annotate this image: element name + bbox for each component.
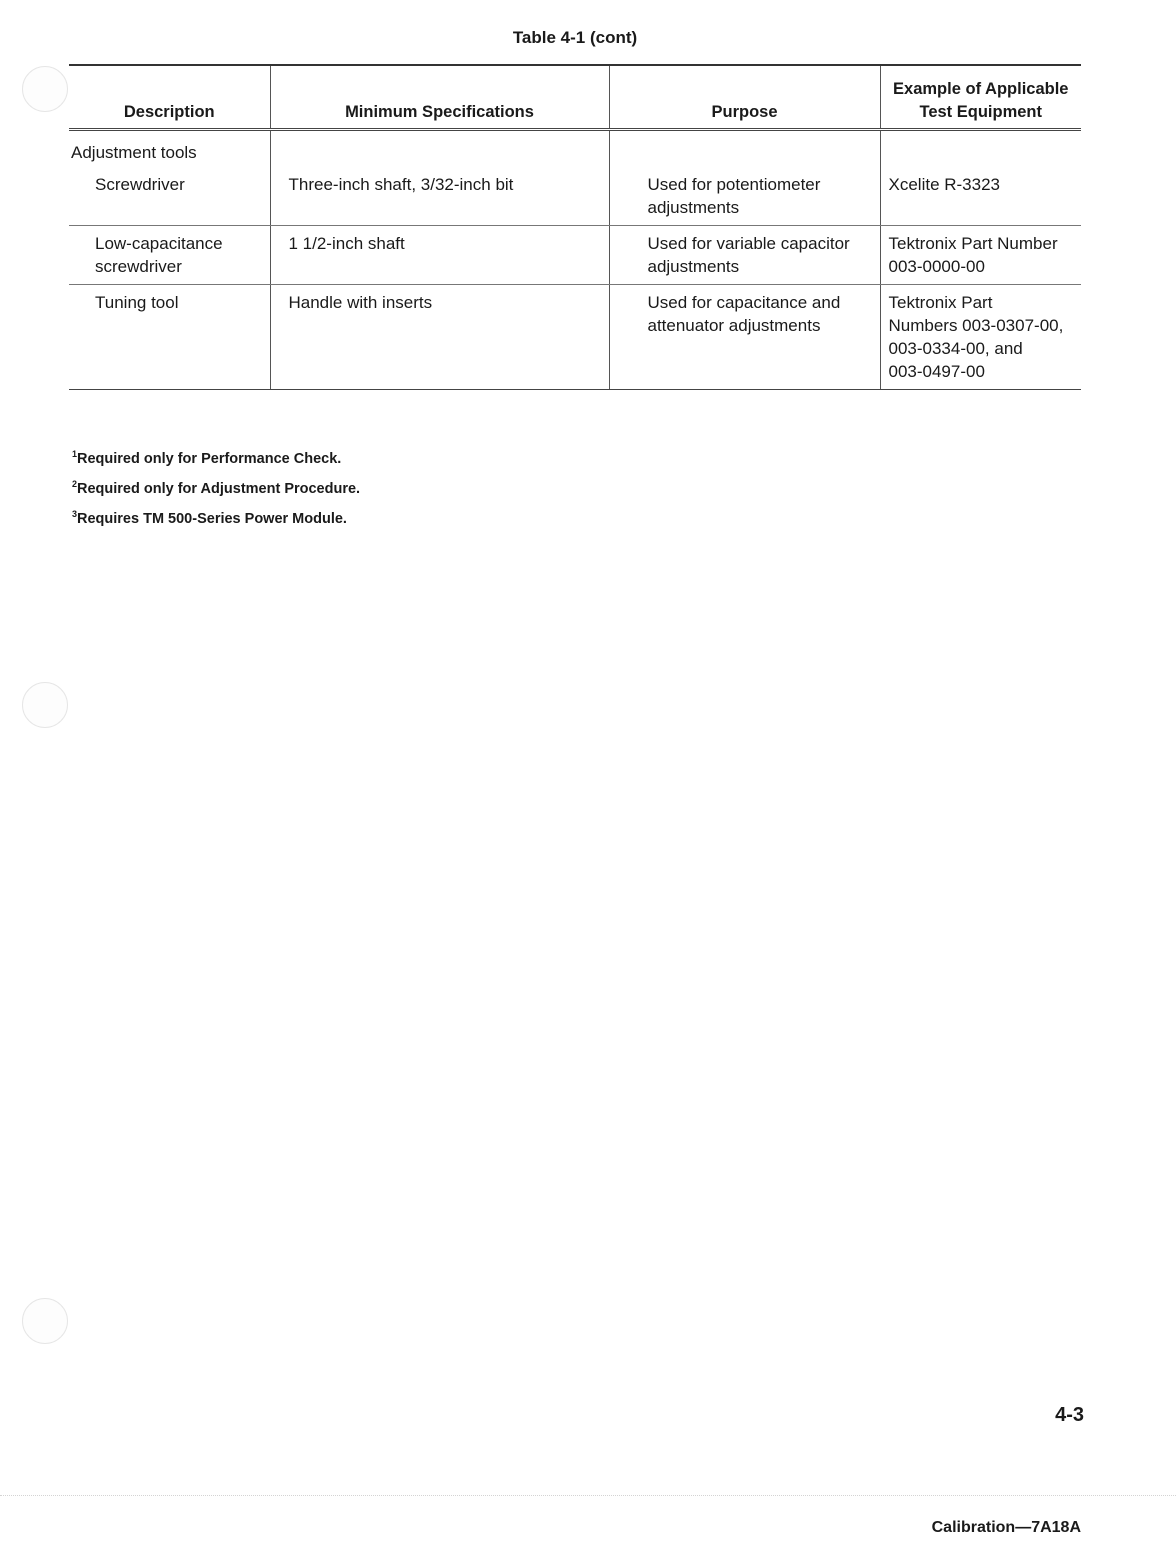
footnotes [72,444,360,534]
row-specification: 1 1/2-inch shaft [270,226,609,285]
row-description [69,167,270,226]
footnote-text: Required only for Adjustment Procedure. [77,481,361,497]
page-number: 4-3 [1055,1404,1084,1426]
footnote-text: Requires TM 500-Series Power Module. [77,511,347,527]
footnote [72,444,360,474]
row-example-line: Tektronix Part Number [888,234,1058,253]
row-description-line: Low-capacitance [95,234,223,253]
footnote-marker: 3 [72,509,78,519]
row-specification: Three-inch shaft, 3/32-inch bit [270,167,609,226]
row-example-line: Numbers 003-0307-00, [888,316,1064,335]
table-row [69,285,1081,390]
row-example [880,226,1081,285]
header-example-equipment [880,65,1081,130]
table-title: Table 4-1 (cont) [512,28,638,47]
table-row [69,167,1081,226]
header-example-line1: Example of Applicable [893,80,1069,98]
row-example-line: 003-0000-00 [888,257,985,276]
row-purpose-line: adjustments [647,257,740,276]
row-description [69,285,270,390]
punch-hole-bottom [22,1298,68,1344]
row-purpose-line: Used for capacitance and [647,293,841,312]
running-footer: Calibration—7A18A [931,1519,1081,1536]
footnote [72,504,360,534]
row-purpose-line: Used for variable capacitor [647,234,850,253]
footer-divider [0,1495,1176,1496]
group-example-empty [880,130,1081,168]
header-description: Description [69,65,270,130]
footnote-marker: 2 [72,479,78,489]
group-spec-empty [270,130,609,168]
table-row [69,226,1081,285]
row-example [880,167,1081,226]
header-purpose: Purpose [609,65,880,130]
equipment-table [69,64,1081,390]
group-label: Adjustment tools [71,143,197,162]
header-minimum-specifications: Minimum Specifications [270,65,609,130]
footnote-marker: 1 [72,449,78,459]
table-group-row [69,130,1081,168]
row-example-line: 003-0334-00, and [888,339,1023,358]
footnote [72,474,360,504]
row-example-line: Xcelite R-3323 [888,175,1001,194]
row-purpose-line: Used for potentiometer [647,175,821,194]
row-description-line: Screwdriver [95,175,185,194]
row-description [69,226,270,285]
group-purpose-empty [609,130,880,168]
row-example [880,285,1081,390]
punch-hole-middle [22,682,68,728]
row-purpose [609,285,880,390]
row-purpose-line: adjustments [647,198,740,217]
row-purpose [609,226,880,285]
row-example-line: Tektronix Part [888,293,993,312]
footnote-text: Required only for Performance Check. [77,451,342,467]
row-specification: Handle with inserts [270,285,609,390]
row-description-line: Tuning tool [95,293,179,312]
punch-hole-top [22,66,68,112]
row-description-line: screwdriver [95,257,182,276]
row-purpose-line: attenuator adjustments [647,316,821,335]
row-purpose [609,167,880,226]
table-header-row [69,65,1081,130]
header-example-line2: Test Equipment [919,103,1043,121]
row-example-line: 003-0497-00 [888,362,985,381]
